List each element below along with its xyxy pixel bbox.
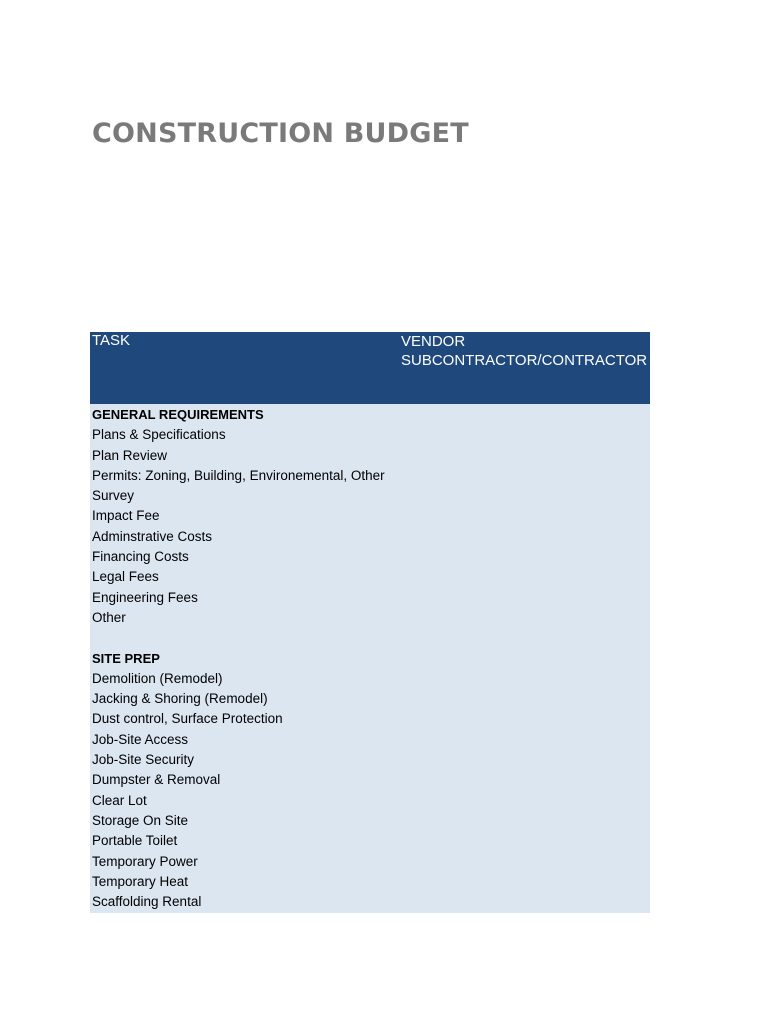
table-row: Dust control, Surface Protection: [92, 711, 283, 727]
table-row: Temporary Heat: [92, 873, 189, 889]
table-row: Plans & Specifications: [92, 427, 226, 443]
table-row: Dumpster & Removal: [92, 772, 221, 788]
table-row: Portable Toilet: [92, 833, 178, 849]
table-row: Financing Costs: [92, 549, 189, 565]
table-row: Temporary Power: [92, 853, 198, 869]
table-row: Storage On Site: [92, 812, 189, 828]
table-row: Demolition (Remodel): [92, 670, 223, 686]
section-heading: GENERAL REQUIREMENTS: [92, 407, 264, 422]
table-row: Permits: Zoning, Building, Environemental, Other: [92, 467, 385, 483]
budget-table: [90, 332, 650, 913]
table-body: [90, 404, 650, 913]
table-row: Jacking & Shoring (Remodel): [92, 691, 268, 707]
table-row: Legal Fees: [92, 569, 159, 585]
table-row: Scaffolding Rental: [92, 894, 202, 910]
table-row: Clear Lot: [92, 792, 147, 808]
page-title: CONSTRUCTION BUDGET: [92, 118, 469, 149]
vendor-header-line2: SUBCONTRACTOR/CONTRACTOR: [401, 352, 648, 369]
table-row: Plan Review: [92, 447, 168, 463]
table-row: Impact Fee: [92, 508, 160, 524]
table-row: Engineering Fees: [92, 589, 198, 605]
vendor-header-line1: VENDOR: [401, 333, 466, 350]
table-row: Job-Site Access: [92, 731, 189, 747]
table-row: Job-Site Security: [92, 752, 195, 768]
table-header: [90, 332, 650, 404]
table-row: Survey: [92, 488, 135, 504]
table-row: Other: [92, 609, 126, 625]
vendor-column-header: [401, 332, 647, 370]
section-heading: SITE PREP: [92, 650, 160, 666]
table-row: Adminstrative Costs: [92, 528, 213, 544]
task-column-header: TASK: [92, 332, 131, 349]
blank-row: [90, 628, 650, 648]
